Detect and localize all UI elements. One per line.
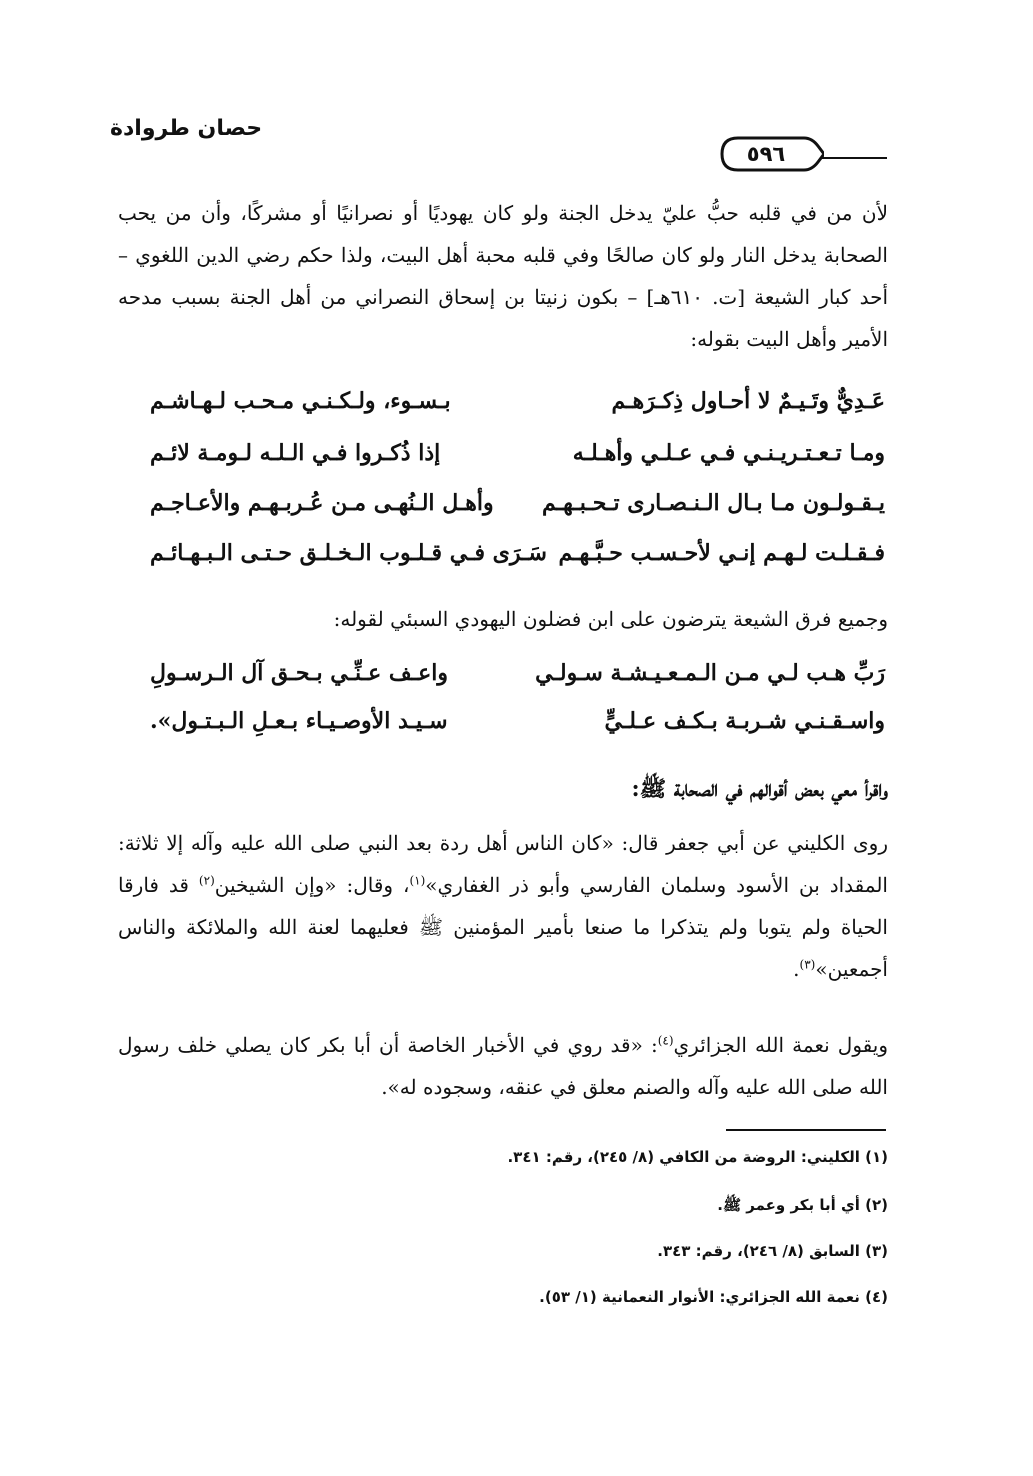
paragraph-text: : «قد روي في الأخبار الخاصة أن أبا بكر كان يصلي خلف رسول الله صلى الله عليه وآله والصنم معلق في عنقه، وسجوده له». <box>118 1033 888 1099</box>
verse-first-hemistich: رَبِّ هـب لـي مـن الـمـعـيـشـة سـولـي <box>535 660 885 686</box>
verse-second-hemistich: وأهـل الـنُهـى مـن عُـربـهـم والأعـاجـم <box>150 490 494 516</box>
paragraph-text: قد فارقا الحياة ولم يتوبا ولم يتذكرا ما صنعا بأمير المؤمنين ﷺ فعليهما لعنة الله والملائكة والناس أجمعين» <box>118 873 888 981</box>
paragraph-text: ويقول نعمة الله الجزائري <box>673 1033 888 1057</box>
page-number: ٥٩٦ <box>746 142 786 166</box>
poem2-verse <box>150 660 885 702</box>
footnote-ref[interactable]: (٢) <box>198 873 215 888</box>
footnote-item: (٣) السابق (٨/ ٢٤٦)، رقم: ٣٤٣. <box>657 1242 888 1260</box>
footnote-ref[interactable]: (٤) <box>657 1033 674 1048</box>
footnote-ref[interactable]: (٣) <box>799 957 816 972</box>
verse-second-hemistich: سـيـد الأوصـيـاء بـعـلِ الـبـتـول». <box>150 708 448 734</box>
verse-first-hemistich: يـقـولـون مـا بـال الـنـصـارى تـحـبـهـم <box>542 490 885 516</box>
verse-first-hemistich: ومـا تـعـتـريـنـي فـي عـلـي وأهـلـه <box>572 440 885 466</box>
verse-second-hemistich: إذا ذُكـروا فـي الـلـه لـومـة لائـم <box>150 440 441 466</box>
paragraph-text: ، وقال: «وإن الشيخين <box>214 873 410 897</box>
page-number-badge <box>720 136 824 172</box>
verse-first-hemistich: عَـدِيٌّ وتَـيـمٌ لا أحـاول ذِكـرَهـم <box>611 388 885 414</box>
poem1-verse <box>150 540 885 582</box>
footnote-item: (١) الكليني: الروضة من الكافي (٨/ ٢٤٥)، رقم: ٣٤١. <box>507 1148 888 1166</box>
paragraph-text: . <box>793 957 800 981</box>
footnote-ref[interactable]: (١) <box>409 873 426 888</box>
poem2-verse <box>150 708 885 750</box>
paragraph-text: روى الكليني عن أبي جعفر قال: «كان الناس أهل ردة بعد النبي صلى الله عليه وآله إلا ثلاثة: المقداد بن الأسود وسلمان الفارسي وأبو ذر الغفاري» <box>118 831 888 897</box>
poem1-verse <box>150 388 885 430</box>
verse-second-hemistich: بـسـوء، ولـكـنـي مـحـب لـهـاشـم <box>150 388 451 414</box>
paragraph-kulayni-quote <box>118 822 888 990</box>
paragraph-jazairi-quote <box>118 1024 888 1108</box>
running-header-title: حصان طروادة <box>110 116 263 141</box>
poem1-verse <box>150 440 885 482</box>
footnote-separator <box>726 1129 886 1131</box>
footnote-item: (٢) أي أبا بكر وعمر ﷺ. <box>717 1196 888 1214</box>
poem1-verse <box>150 490 885 532</box>
footnote-item: (٤) نعمة الله الجزائري: الأنوار النعمانية (١/ ٥٣). <box>539 1288 888 1306</box>
verse-second-hemistich: واعـف عـنِّـي بـحـق آل الـرسـولِ <box>150 660 448 686</box>
verse-first-hemistich: فـقـلـت لـهـم إنـي لأحـسـب حـبَّـهـم <box>558 540 885 566</box>
paragraph-transition: وجميع فرق الشيعة يترضون على ابن فضلون اليهودي السبئي لقوله: <box>333 607 888 631</box>
section-heading: واقرأ معي بعض أقوالهم في الصحابة ﷺ: <box>631 776 888 802</box>
verse-second-hemistich: سَـرَى فـي قـلـوب الـخـلـق حـتـى الـبـهـائـم <box>150 540 547 566</box>
paragraph-intro: لأن من في قلبه حبُّ عليّ يدخل الجنة ولو كان يهوديًا أو نصرانيًا أو مشركًا، وأن من يحب الصحابة يدخل النار ولو كان صالحًا وفي قلبه محبة أهل البيت، ولذا حكم رضي الدين اللغوي – أحد كبار الشيعة [ت. ٦١٠هـ] – بكون زنيتا بن إسحاق النصراني من أهل الجنة بسبب مدحه الأمير وأهل البيت بقوله: <box>118 201 888 351</box>
verse-first-hemistich: واسـقـنـي شـربـة بـكـف عـلـيٍّ <box>604 708 885 734</box>
